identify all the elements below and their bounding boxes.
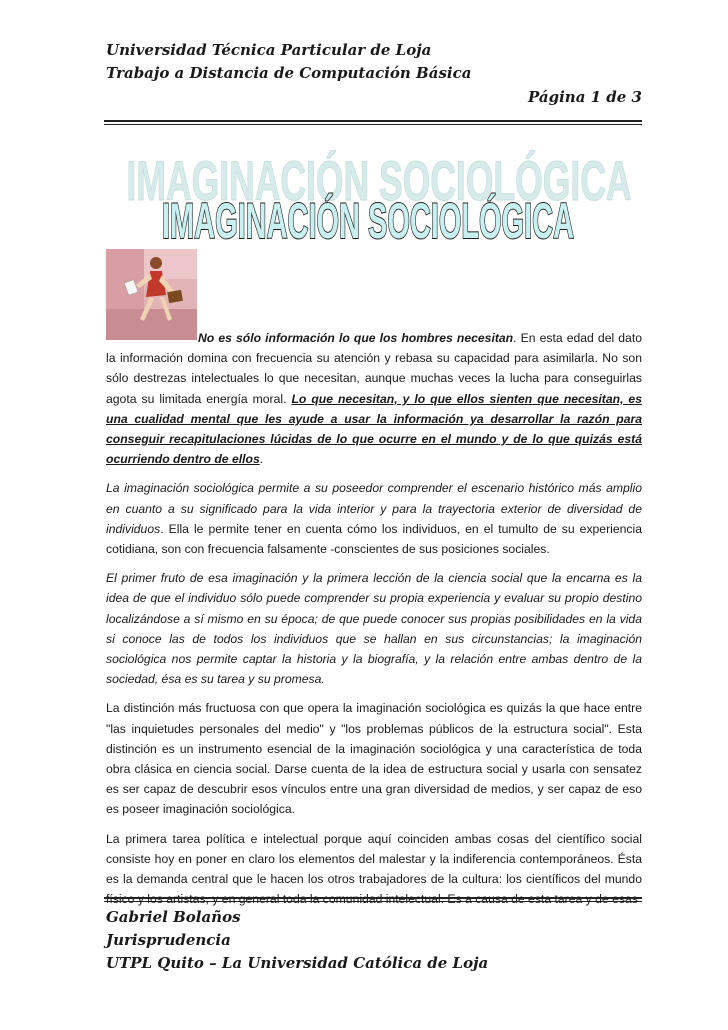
paragraph-2 — [106, 478, 642, 559]
footer-rule-thin — [104, 901, 642, 902]
footer-institution: UTPL Quito – La Universidad Católica de Loja — [106, 954, 489, 972]
running-woman-illustration — [106, 249, 197, 340]
paragraph-4: La distinción más fructuosa con que opera la imaginación sociológica es quizás la que hace entre "las inquietudes personales del medio" y "los problemas públicos de la estructura social". Esta distinción es un instrumento esencial de la imaginación sociológica y una característica de toda obra clásica en ciencia social. Darse cuenta de la idea de estructura social y usarla con sensatez es ser capaz de descubrir esos vínculos entre una gran diversidad de medios, y ser capaz de eso es poseer imaginación sociológica. — [106, 701, 642, 817]
page-title-text: IMAGINACIÓN SOCIOLÓGICA — [162, 193, 574, 248]
paragraph-5: La primera tarea política e intelectual porque aquí coinciden ambas cosas del científico social consiste hoy en poner en claro los elementos del malestar y la indiferencia contemporáneos. Ésta es la demanda central que le hacen los otros trabajadores de la cultura: los científicos del mundo físico y los artistas, y en general toda la comunidad intelectual. Es a causa de esta tarea y de esas — [106, 831, 642, 907]
header-page-number: Página 1 de 3 — [528, 88, 642, 106]
paragraph-1-end: . — [259, 452, 264, 467]
paragraph-2-italic: La imaginación sociológica permite a su poseedor comprender el escenario histórico más amplio en cuanto a su significado para la vida interior y para la trayectoria exterior de diversidad de individuos — [106, 481, 642, 536]
watermark-text: IMAGINACIÓN SOCIOLÓGICA — [126, 149, 632, 212]
footer-author: Gabriel Bolaños — [106, 908, 241, 926]
paragraph-1 — [106, 328, 642, 469]
page-title — [158, 186, 578, 248]
header-rule-thick — [104, 120, 642, 122]
header-course: Trabajo a Distancia de Computación Básica — [106, 64, 472, 82]
footer-faculty: Jurisprudencia — [106, 931, 231, 949]
paragraph-1-lead: No es sólo información lo que los hombres necesitan — [198, 331, 514, 345]
header-university: Universidad Técnica Particular de Loja — [106, 41, 432, 59]
header-rule-thin — [104, 124, 642, 125]
paragraph-1-emphasis: Lo que necesitan, y lo que ellos sienten que necesitan, es una cualidad mental que les ayude a usar la información ya desarrollar la razón para conseguir recapitulaciones lúcidas de lo que ocurre en el mundo y de lo que quizás está ocurriendo dentro de ellos — [106, 391, 642, 467]
paragraph-3: El primer fruto de esa imaginación y la primera lección de la ciencia social que la encarna es la idea de que el individuo sólo puede comprender su propia experiencia y evaluar su propio destino localizándose a sí mismo en su época; de que puede conocer sus propias posibilidades en la vida si conoce las de todos los individuos que se hallan en sus circunstancias; la imaginación sociológica nos permite captar la historia y la biografía, y la relación entre ambas dentro de la sociedad, ésa es su tarea y su promesa. — [106, 571, 642, 687]
paragraph-2-text: . Ella le permite tener en cuenta cómo los individuos, en el tumulto de su experiencia cotidiana, son con frecuencia falsamente -conscientes de sus posiciones sociales. — [106, 521, 642, 557]
article-body — [106, 328, 642, 918]
footer-rule-thick — [104, 897, 642, 899]
paragraph-1-text: . En esta edad del dato la información domina con frecuencia su atención y rebasa su capacidad para asimilarla. No son sólo destrezas intelectuales lo que necesitan, aunque muchas veces la lucha para conseguirlas agota su limitada energía moral. — [106, 331, 642, 406]
